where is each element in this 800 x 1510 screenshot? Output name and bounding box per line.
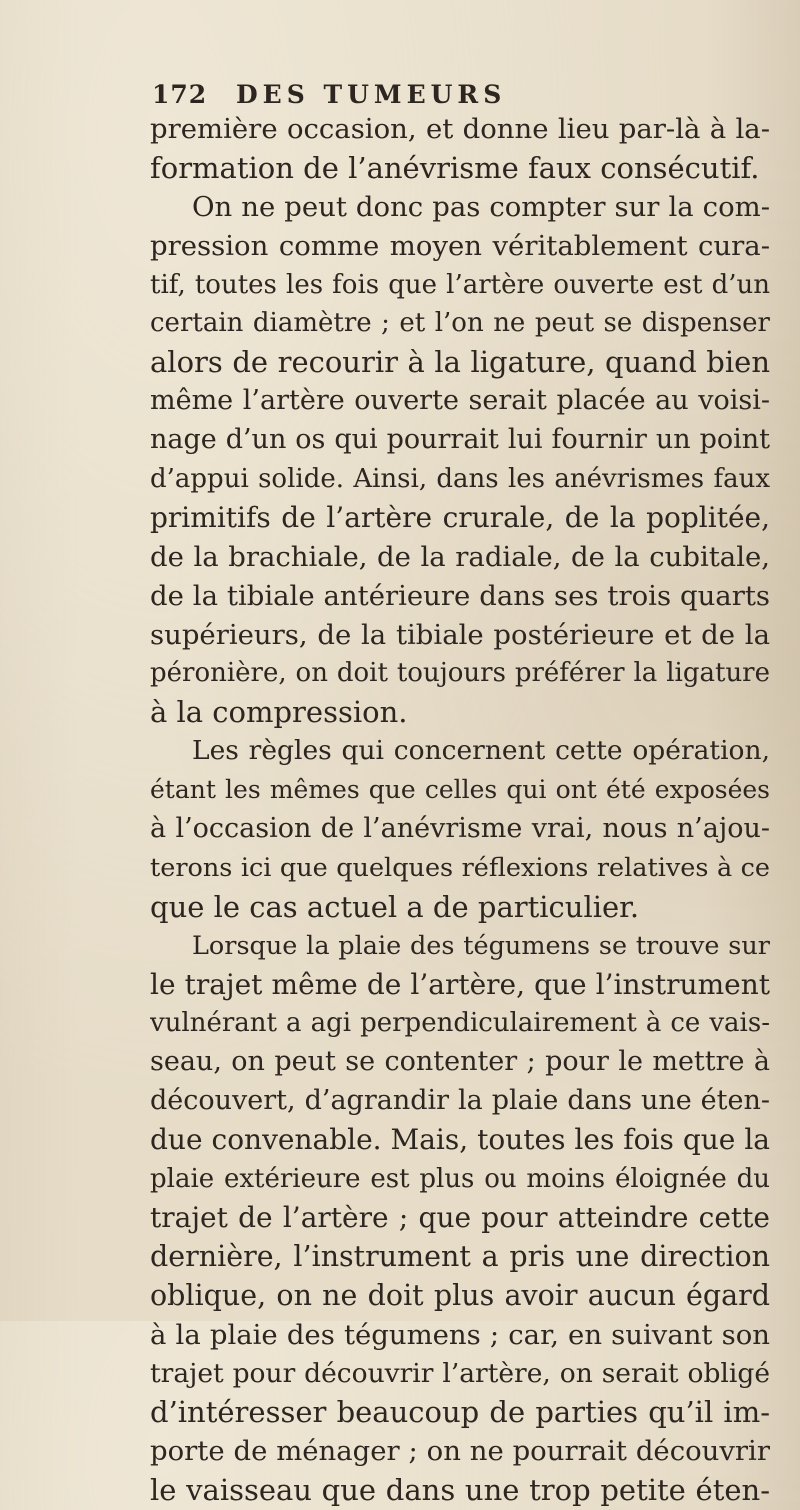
text-line: Lorsque la plaie des tégumens se trouve sur <box>192 930 770 961</box>
text-line: Les règles qui concernent cette opération, <box>192 735 770 767</box>
text-line: formation de l’anévrisme faux consécutif. <box>150 150 760 185</box>
text-line: On ne peut donc pas compter sur la com- <box>192 190 770 223</box>
text-line: plaie extérieure est plus ou moins éloignée du <box>150 1164 770 1195</box>
text-line: terons ici que quelques réflexions relatives à ce <box>150 852 770 883</box>
text-line: même l’artère ouverte serait placée au voisi- <box>150 385 770 417</box>
text-line: de la brachiale, de la radiale, de la cubitale, <box>150 540 770 573</box>
text-line: de la tibiale antérieure dans ses trois quarts <box>150 579 770 612</box>
text-line: tif, toutes les fois que l’artère ouverte est d’un <box>150 269 770 300</box>
text-line: péronière, on doit toujours préférer la ligature <box>150 658 770 689</box>
text-line: pression comme moyen véritablement cura- <box>150 229 770 262</box>
text-line: à la compression. <box>150 695 408 730</box>
text-line: porte de ménager ; on ne pourrait découvrir <box>150 1435 770 1468</box>
text-line: à l’occasion de l’anévrisme vrai, nous n’ajou- <box>150 813 770 845</box>
text-line: due convenable. Mais, toutes les fois que la <box>150 1123 770 1157</box>
text-line: d’appui solide. Ainsi, dans les anévrismes faux <box>150 464 770 495</box>
text-line: découvert, d’agrandir la plaie dans une éten- <box>150 1085 770 1117</box>
text-line: dernière, l’instrument a pris une direction <box>150 1239 770 1273</box>
text-line: première occasion, et donne lieu par-là à la- <box>150 113 770 145</box>
text-line: étant les mêmes que celles qui ont été exposées <box>150 775 770 805</box>
text-line: à la plaie des tégumens ; car, en suivant son <box>150 1318 770 1351</box>
text-line: seau, on peut se contenter ; pour le mettre à <box>150 1046 770 1078</box>
text-line: d’intéresser beaucoup de parties qu’il im- <box>150 1395 770 1430</box>
body-text <box>150 110 770 1510</box>
text-line: alors de recourir à la ligature, quand bien <box>150 345 770 380</box>
text-line: trajet pour découvrir l’artère, on serait obligé <box>150 1357 770 1389</box>
text-line: nage d’un os qui pourrait lui fournir un point <box>150 424 770 456</box>
running-head: DES TUMEURS <box>236 80 507 109</box>
text-line: vulnérant a agi perpendiculairement à ce vais- <box>150 1008 770 1039</box>
text-line: que le cas actuel a de particulier. <box>150 889 640 924</box>
page-number: 172 <box>152 80 208 109</box>
text-line: le vaisseau que dans une trop petite éten- <box>150 1473 770 1508</box>
text-line: trajet de l’artère ; que pour atteindre cette <box>150 1200 770 1234</box>
text-line: le trajet même de l’artère, que l’instrument <box>150 967 770 1001</box>
text-line: supérieurs, de la tibiale postérieure et de la <box>150 618 770 651</box>
text-line: primitifs de l’artère crurale, de la poplitée, <box>150 500 770 534</box>
text-line: certain diamètre ; et l’on ne peut se dispenser <box>150 308 770 339</box>
text-line: oblique, on ne doit plus avoir aucun égard <box>150 1278 770 1312</box>
